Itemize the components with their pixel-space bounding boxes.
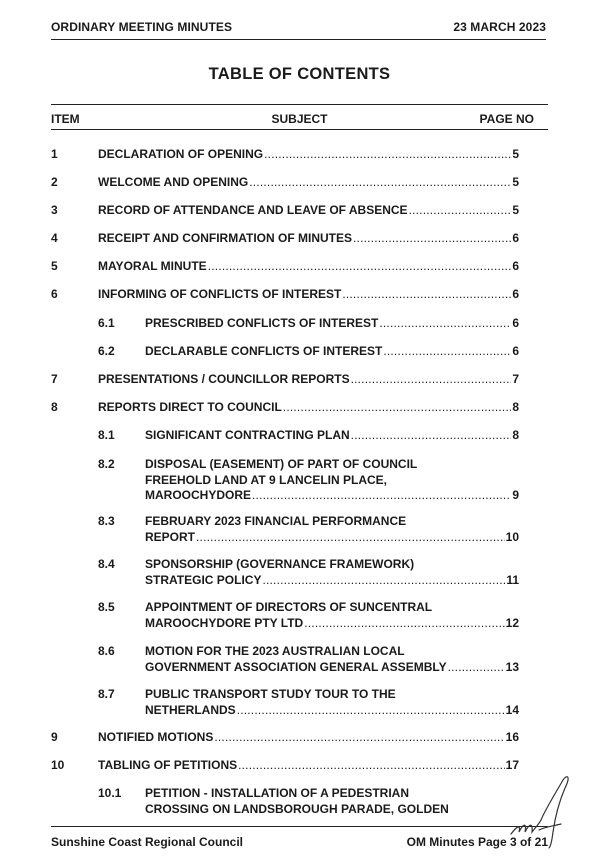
toc-entry-subject (98, 203, 519, 219)
toc-entry-number: 6.1 (98, 316, 115, 330)
toc-entry-page: 12 (505, 615, 519, 630)
toc-entry-number: 6 (51, 287, 58, 301)
toc-entry-subject (145, 786, 519, 817)
page-footer (51, 835, 548, 849)
toc-entry-title-line: DISPOSAL (EASEMENT) OF PART OF COUNCIL (145, 457, 418, 471)
header-date: 23 MARCH 2023 (453, 20, 546, 34)
toc-entry-page: 9 (512, 488, 519, 502)
dot-leader (237, 703, 505, 719)
toc-entry-subject (98, 372, 519, 388)
toc-entry-title-line: FEBRUARY 2023 FINANCIAL PERFORMANCE (145, 514, 407, 528)
toc-entry-title-line: RECORD OF ATTENDANCE AND LEAVE OF ABSENCE (98, 203, 408, 217)
toc-entry-title-line: TABLING OF PETITIONS (98, 758, 238, 772)
toc-entry-number: 8 (51, 400, 58, 414)
column-header-item: ITEM (51, 112, 80, 126)
toc-entry-page: 6 (512, 287, 519, 301)
toc-entry-title-line: DECLARABLE CONFLICTS OF INTEREST (145, 344, 383, 358)
toc-entry-subject (98, 175, 519, 191)
toc-entry-title-line: PETITION - INSTALLATION OF A PEDESTRIAN (145, 786, 409, 800)
dot-leader (304, 616, 504, 632)
footer-page-number: OM Minutes Page 3 of 21 (406, 835, 548, 849)
toc-entry-title-line: MOTION FOR THE 2023 AUSTRALIAN LOCAL (145, 644, 405, 658)
toc-entry-number: 8.5 (98, 600, 115, 614)
toc-entry-subject (98, 400, 519, 416)
dot-leader (283, 400, 512, 416)
dot-leader (214, 730, 504, 746)
toc-entry-number: 2 (51, 175, 58, 189)
toc-entry-page: 5 (512, 175, 519, 189)
toc-entry-number: 6.2 (98, 344, 115, 358)
toc-entry-title-line: APPOINTMENT OF DIRECTORS OF SUNCENTRAL (145, 600, 433, 614)
toc-entry-title-line: CROSSING ON LANDSBOROUGH PARADE, GOLDEN (145, 801, 449, 816)
toc-entry-page: 6 (512, 344, 519, 358)
toc-entry-subject (98, 287, 519, 303)
toc-entry-page: 6 (512, 316, 519, 330)
toc-entry-number: 7 (51, 372, 58, 386)
header-meeting-title: ORDINARY MEETING MINUTES (51, 20, 233, 34)
dot-leader (351, 372, 512, 388)
toc-entry-subject (98, 259, 519, 275)
toc-entry-subject (98, 758, 519, 774)
toc-entry-title-line: FREEHOLD LAND AT 9 LANCELIN PLACE, (145, 472, 387, 487)
toc-entry-title-line: DECLARATION OF OPENING (98, 147, 264, 161)
dot-leader (238, 758, 505, 774)
toc-entry-number: 8.2 (98, 457, 115, 471)
toc-entry-number: 10 (51, 758, 65, 772)
toc-entry-number: 5 (51, 259, 58, 273)
footer-council-name: Sunshine Coast Regional Council (51, 835, 244, 849)
toc-entry-subject (98, 231, 519, 247)
toc-entry-subject (98, 147, 519, 163)
handwritten-signature (505, 772, 580, 852)
toc-entry-page: 5 (512, 203, 519, 217)
toc-entry-title-line: MAROOCHYDORE PTY LTD (145, 615, 304, 630)
toc-entry-title-line: MAYORAL MINUTE (98, 259, 207, 273)
toc-entry-title-line: NOTIFIED MOTIONS (98, 730, 214, 744)
toc-entry-subject (145, 514, 519, 545)
dot-leader (262, 573, 505, 589)
toc-entry-number: 8.6 (98, 644, 115, 658)
toc-entry-subject (145, 644, 519, 675)
toc-entry-page: 7 (512, 372, 519, 386)
toc-entry-title-line: PUBLIC TRANSPORT STUDY TOUR TO THE (145, 687, 396, 701)
toc-entry-title-line: WELCOME AND OPENING (98, 175, 249, 189)
toc-entry-number: 9 (51, 730, 58, 744)
toc-entry-page: 8 (512, 428, 519, 442)
toc-entry-number: 1 (51, 147, 58, 161)
toc-entry-page: 17 (505, 758, 519, 772)
toc-entry-title-line: SIGNIFICANT CONTRACTING PLAN (145, 428, 350, 442)
column-header-subject: SUBJECT (271, 112, 328, 126)
toc-entry-page: 11 (506, 572, 519, 587)
toc-entry-subject (145, 557, 519, 588)
toc-entry-page: 8 (512, 400, 519, 414)
toc-entry-page: 6 (512, 259, 519, 273)
toc-entry-subject (145, 344, 519, 360)
toc-entry-subject (145, 457, 519, 504)
toc-entry-page: 10 (505, 529, 519, 544)
dot-leader (351, 428, 512, 444)
toc-entry-number: 8.4 (98, 557, 115, 571)
toc-entry-title-line: REPORTS DIRECT TO COUNCIL (98, 400, 282, 414)
toc-entry-page: 6 (512, 231, 519, 245)
column-header-page: PAGE NO (479, 112, 534, 126)
toc-entry-title-line: SPONSORSHIP (GOVERNANCE FRAMEWORK) (145, 557, 415, 571)
toc-entry-number: 3 (51, 203, 58, 217)
toc-entry-number: 8.7 (98, 687, 115, 701)
toc-entry-subject (98, 730, 519, 746)
toc-entry-subject (145, 600, 519, 631)
header-divider (51, 39, 546, 40)
column-header-top-rule (51, 104, 548, 105)
toc-entry-title-line: PRESENTATIONS / COUNCILLOR REPORTS (98, 372, 350, 386)
dot-leader (409, 203, 512, 219)
toc-entry-number: 8.3 (98, 514, 115, 528)
toc-entry-subject (145, 428, 519, 444)
dot-leader (342, 287, 511, 303)
toc-entry-page: 5 (512, 147, 519, 161)
toc-entry-title-line: REPORT (145, 529, 196, 544)
dot-leader (448, 660, 505, 676)
dot-leader (379, 316, 511, 332)
dot-leader (196, 530, 505, 546)
toc-entry-number: 4 (51, 231, 58, 245)
dot-leader (383, 344, 511, 360)
toc-entry-page: 13 (505, 659, 519, 674)
toc-entry-title-line: RECEIPT AND CONFIRMATION OF MINUTES (98, 231, 352, 245)
toc-entry-subject (145, 687, 519, 718)
toc-entry-number: 10.1 (98, 786, 122, 800)
toc-entry-page: 14 (505, 702, 519, 717)
toc-entry-title-line: PRESCRIBED CONFLICTS OF INTEREST (145, 316, 379, 330)
dot-leader (249, 175, 511, 191)
dot-leader (208, 259, 512, 275)
dot-leader (252, 488, 511, 504)
toc-entry-title-line: STRATEGIC POLICY (145, 572, 262, 587)
toc-entry-page: 16 (505, 730, 519, 744)
page-title: TABLE OF CONTENTS (208, 65, 391, 83)
dot-leader (264, 147, 511, 163)
toc-entry-number: 8.1 (98, 428, 115, 442)
toc-entry-title-line: NETHERLANDS (145, 702, 236, 717)
toc-entry-title-line: GOVERNMENT ASSOCIATION GENERAL ASSEMBLY (145, 659, 447, 674)
column-header-bottom-rule (51, 129, 548, 130)
toc-entry-title-line: MAROOCHYDORE (145, 488, 252, 502)
toc-entry-subject (145, 316, 519, 332)
toc-entry-title-line: INFORMING OF CONFLICTS OF INTEREST (98, 287, 342, 301)
footer-divider (51, 826, 548, 827)
dot-leader (353, 231, 511, 247)
